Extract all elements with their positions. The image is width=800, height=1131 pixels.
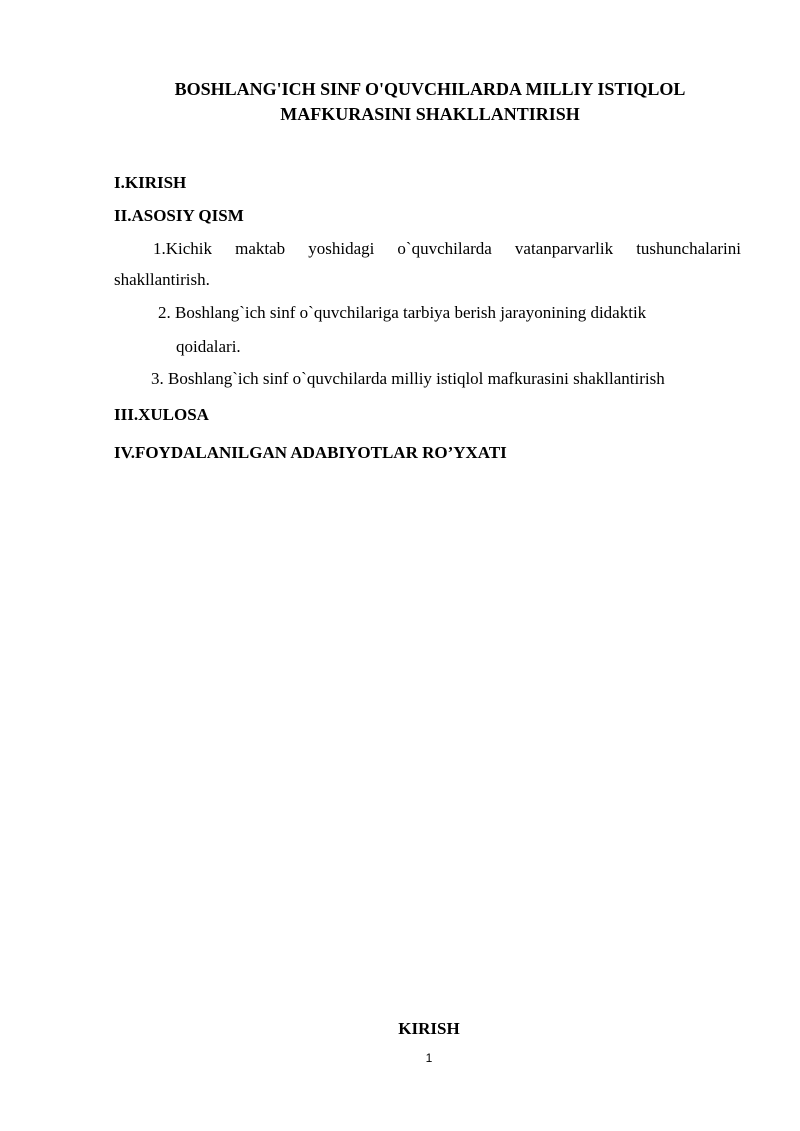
toc-item-1: 1.Kichik maktab yoshidagi o`quvchilarda vatanparvarlik tushunchalarini	[153, 239, 741, 258]
page-number: 1	[425, 1051, 433, 1065]
document-title-line-1: BOSHLANG'ICH SINF O'QUVCHILARDA MILLIY ISTIQLOL	[174, 79, 686, 99]
toc-foydalanilgan-adabiyotlar: IV.FOYDALANILGAN ADABIYOTLAR RO’YXATI	[114, 443, 507, 462]
document-title-line-2: MAFKURASINI SHAKLLANTIRISH	[280, 104, 580, 124]
toc-xulosa: III.XULOSA	[114, 405, 209, 424]
toc-item-2-continued: qoidalari.	[176, 337, 241, 356]
toc-item-3: 3. Boshlang`ich sinf o`quvchilarda milliy istiqlol mafkurasini shakllantirish	[151, 369, 665, 388]
toc-asosiy-qism: II.ASOSIY QISM	[114, 206, 244, 225]
toc-item-1-continued: shakllantirish.	[114, 270, 210, 289]
toc-kirish: I.KIRISH	[114, 173, 187, 192]
next-section-heading: KIRISH	[398, 1019, 460, 1038]
toc-item-2: 2. Boshlang`ich sinf o`quvchilariga tarbiya berish jarayonining didaktik	[158, 303, 647, 322]
